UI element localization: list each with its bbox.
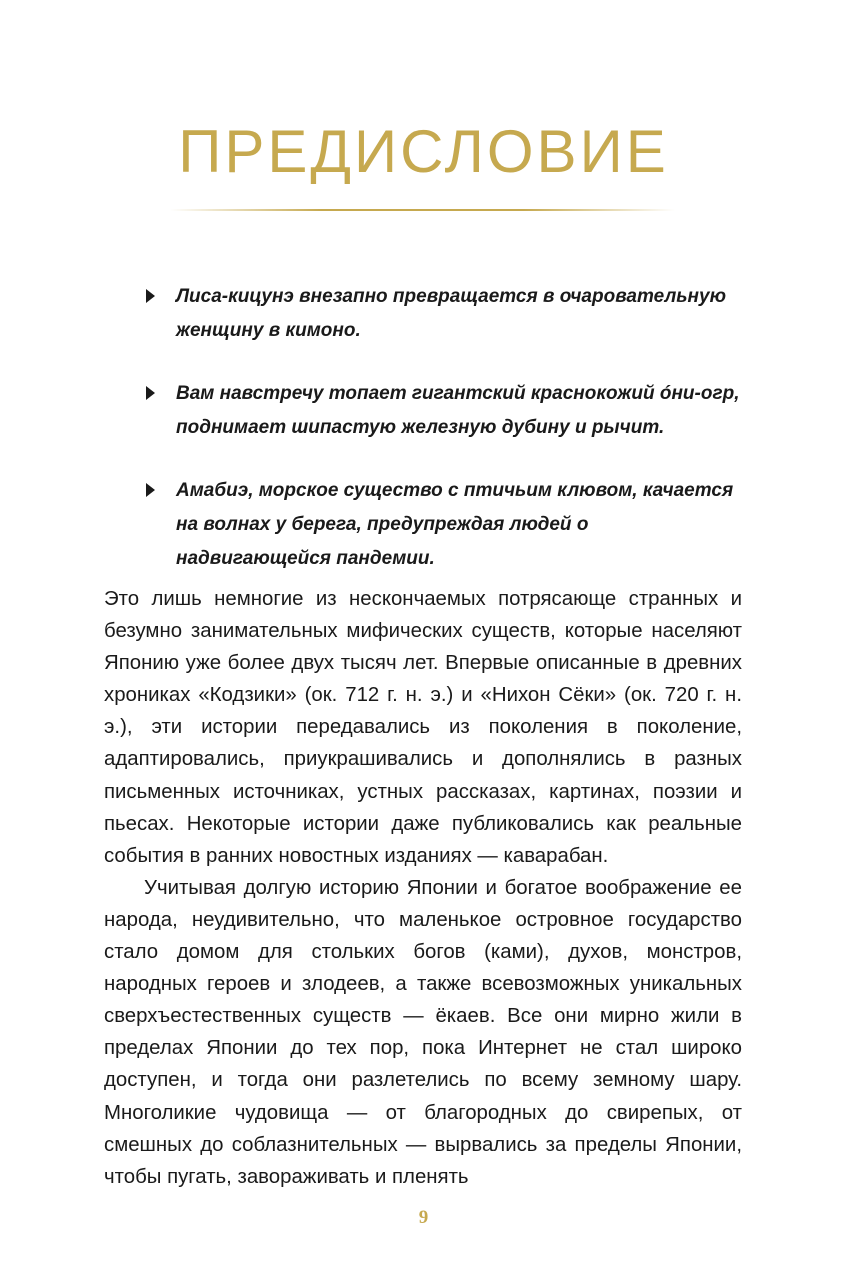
body-text xyxy=(104,583,742,1193)
paragraph: Учитывая долгую историю Японии и богатое воображение ее народа, неудивительно, что маленькое островное государство стало домом для стольких богов (ками), духов, монстров, народных героев и злодеев, а также всевозможных уникальных сверхъестественных существ — ёкаев. Все они мирно жили в пределах Японии до тех пор, пока Интернет не стал широко доступен, и тогда они разлетелись по всему земному шару. Многоликие чудовища — от благородных до свирепых, от смешных до соблазнительных — вырвались за пределы Японии, чтобы пугать, завораживать и пленять xyxy=(104,876,742,1188)
triangle-bullet-icon xyxy=(146,483,155,497)
bullet-list xyxy=(146,280,746,605)
bullet-item xyxy=(146,377,746,445)
bullet-text: Вам навстречу топает гигантский краснокожий óни-огр, поднимает шипастую железную дубину и рычит. xyxy=(176,383,740,438)
title-divider xyxy=(170,209,675,211)
bullet-item xyxy=(146,474,746,576)
chapter-title: ПРЕДИСЛОВИЕ xyxy=(178,118,669,185)
paragraph: Это лишь немногие из нескончаемых потрясающе странных и безумно занимательных мифических существ, которые населяют Японию уже более двух тысяч лет. Впервые описанные в древних хрониках «Кодзики» (ок. 712 г. н. э.) и «Нихон Сёки» (ок. 720 г. н. э.), эти истории передавались из поколения в поколение, адаптировались, приукрашивались и дополнялись в разных письменных источниках, устных рассказах, картинах, поэзии и пьесах. Некоторые истории даже публиковались как реальные события в ранних новостных изданиях — каварабан. xyxy=(104,588,742,867)
triangle-bullet-icon xyxy=(146,386,155,400)
bullet-item xyxy=(146,280,746,348)
page-number: 9 xyxy=(418,1207,429,1228)
bullet-text: Лиса-кицунэ внезапно превращается в очаровательную женщину в кимоно. xyxy=(176,286,727,341)
bullet-text: Амабиэ, морское существо с птичьим клювом, качается на волнах у берега, предупреждая людей о надвигающейся пандемии. xyxy=(176,480,734,569)
triangle-bullet-icon xyxy=(146,289,155,303)
